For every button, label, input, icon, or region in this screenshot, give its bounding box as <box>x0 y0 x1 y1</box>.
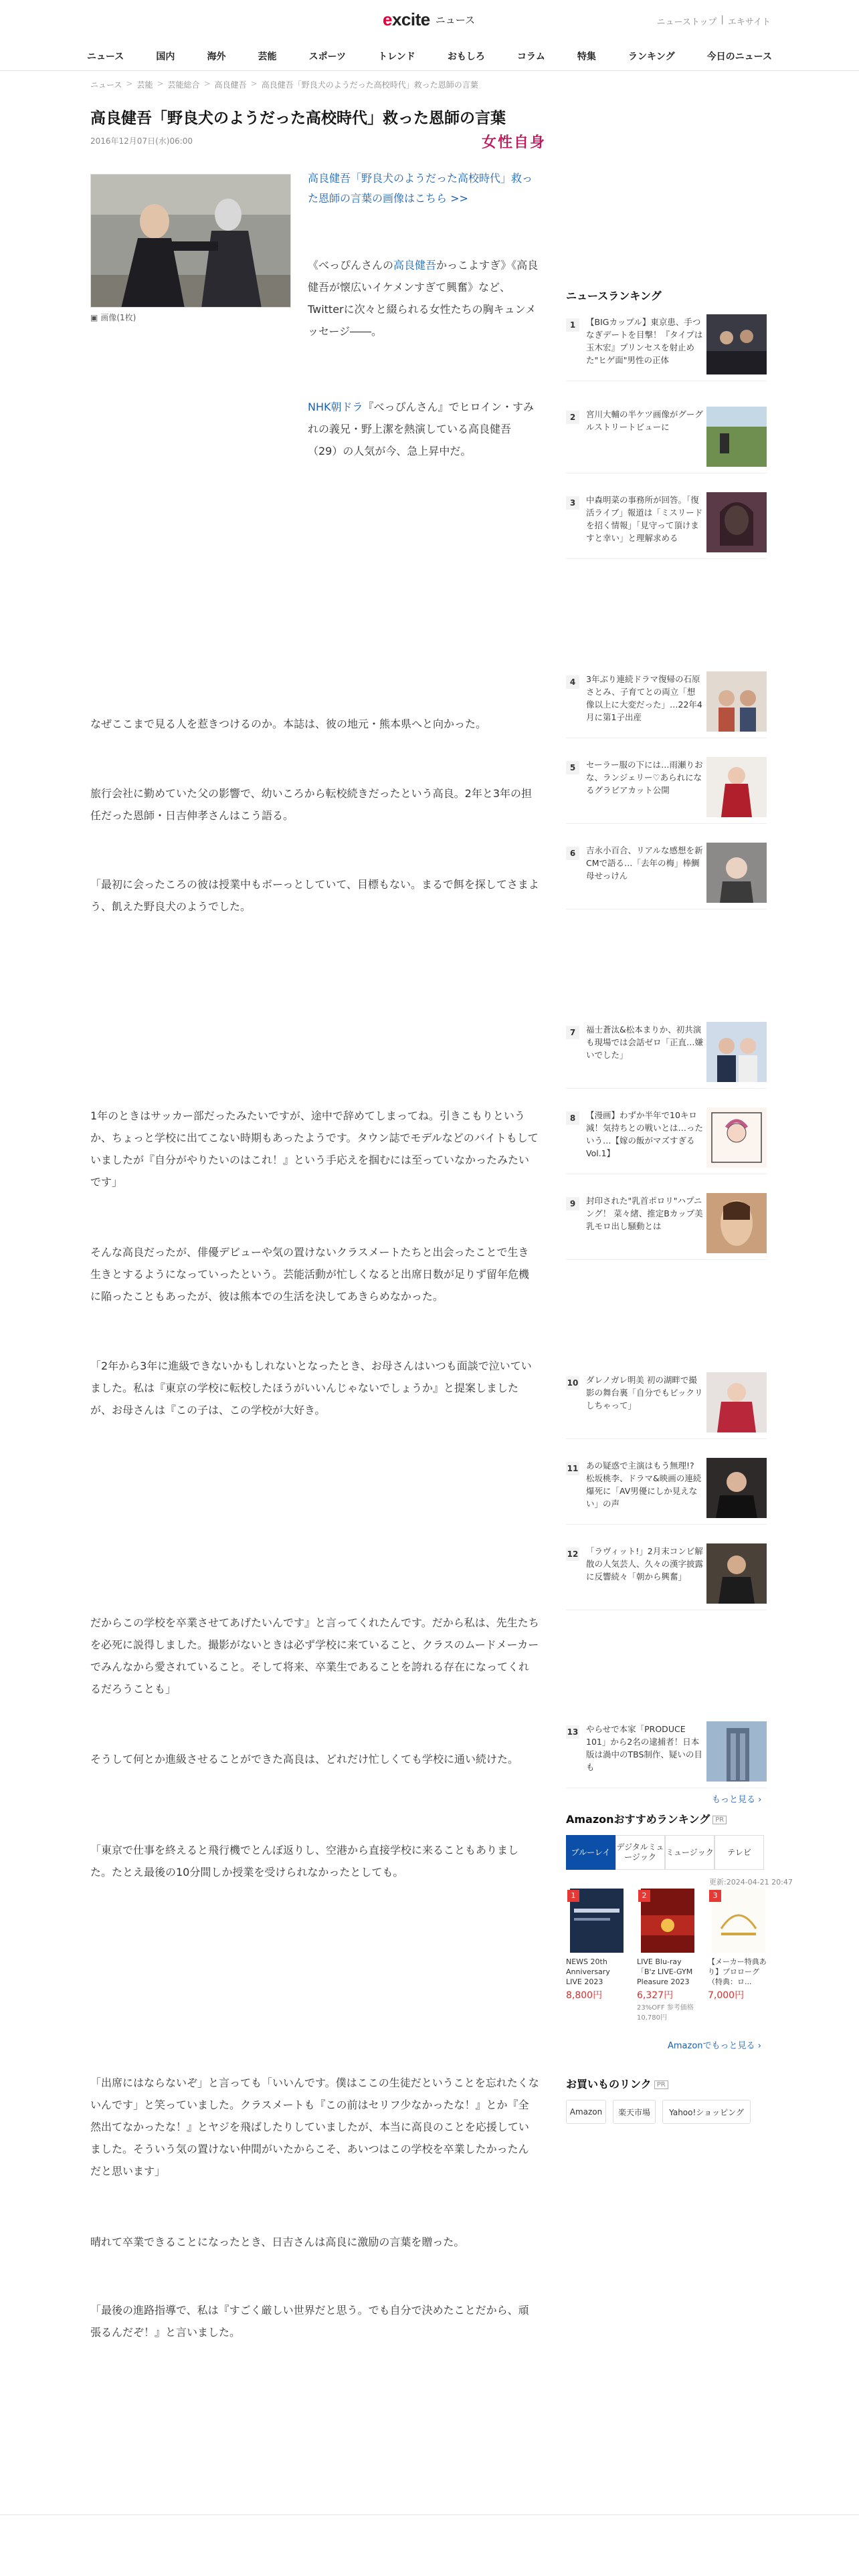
rank-number: 5 <box>566 761 579 774</box>
rank-headline: あの疑惑で主演はもう無理!? 松坂桃李、ドラマ&映画の連続爆死に「AV男優にしか見えない」の声 <box>586 1461 702 1509</box>
rank-thumbnail <box>706 1022 767 1082</box>
ranking-more-link[interactable] <box>712 1792 761 1805</box>
article-paragraph: なぜここまで見る人を惹きつけるのか。本誌は、彼の地元・熊本県へと向かった。 <box>90 718 487 730</box>
rank-number: 12 <box>566 1547 579 1561</box>
rank-headline: 【BIGカップル】東京患、手つなぎデートを目撃！『タイプは玉木宏』プリンセスを射止めた"ヒゲ面"男性の正体 <box>586 317 703 365</box>
rank-headline: ダレノガレ明美 初の湖畔で撮影の舞台裏「自分でもビックリしちゃって」 <box>586 1375 703 1410</box>
keyword-link[interactable]: 高良健吾 <box>393 259 437 272</box>
nav-item-column[interactable]: コラム <box>516 51 545 62</box>
rank-number: 4 <box>566 675 579 689</box>
article-paragraph <box>308 254 539 342</box>
rank-number: 13 <box>566 1725 579 1739</box>
breadcrumb-item[interactable]: ニュース <box>90 80 122 90</box>
nav-item-world[interactable]: 海外 <box>207 51 226 62</box>
ranking-item[interactable] <box>566 487 767 559</box>
rank-thumbnail <box>706 1458 767 1518</box>
product-price: 7,000円 <box>708 1990 745 2001</box>
rank-number: 7 <box>566 1026 579 1039</box>
amazon-product[interactable] <box>708 1889 769 2002</box>
rank-headline: 宮川大輔の半ケツ画像がグーグルストリートビューに <box>586 409 703 432</box>
tab-bluray[interactable]: ブルーレイ <box>566 1835 615 1870</box>
ranking-item[interactable] <box>566 1016 767 1089</box>
rank-number: 6 <box>566 847 579 860</box>
header-link-excite[interactable]: エキサイト <box>727 17 771 27</box>
breadcrumb <box>90 79 478 90</box>
product-image <box>708 1889 769 1953</box>
global-nav <box>0 43 859 71</box>
chevron-right-icon: › <box>757 2041 761 2051</box>
ranking-item[interactable] <box>566 1367 767 1439</box>
rank-headline: 吉永小百合、リアルな感想を新CMで語る…「去年の梅」棒鯛母せっけん <box>586 845 703 881</box>
breadcrumb-current: 高良健吾「野良犬のようだった高校時代」救った恩師の言葉 <box>261 80 478 90</box>
header-link-news-top[interactable]: ニューストップ <box>656 17 717 27</box>
breadcrumb-item[interactable]: 芸能総合 <box>167 80 200 90</box>
amazon-category-tabs <box>566 1835 764 1870</box>
ranking-title: ニュースランキング <box>566 290 662 302</box>
article-paragraph: 晴れて卒業できることになったとき、日吉さんは高良に激励の言葉を贈った。 <box>90 2236 465 2248</box>
ranking-item[interactable] <box>566 401 767 473</box>
breadcrumb-sep: > <box>126 79 133 88</box>
breadcrumb-item[interactable]: 高良健吾 <box>214 80 247 90</box>
image-icon: ▣ <box>90 312 98 322</box>
rank-thumbnail <box>706 1107 767 1168</box>
ranking-item[interactable] <box>566 1453 767 1525</box>
product-price: 6,327円 <box>637 1990 674 2001</box>
product-name: LIVE Blu-ray「B'z LIVE-GYM Pleasure 2023 <box>637 1957 693 1986</box>
photo-caption-text: 画像(1枚) <box>100 313 136 322</box>
article-paragraph: 「出席にはならないぞ」と言っても「いいんです。僕はここの生徒だということを忘れたくないんです」と笑っていました。クラスメートも『この前はセリフ少なかったな！』とか『全然出てなかったな！』とヤジを飛ばしたりしていましたが、本当に高良のことを応援していました。そういう気の置けない仲間がいたからこそ、あいつはこの学校を卒業したかったんだと思います」 <box>90 2076 539 2177</box>
amazon-product[interactable] <box>637 1889 698 2022</box>
rank-headline: 福士蒼汰&松本まりか、初共演も現場では会話ゼロ「正直…嫌いでした」 <box>586 1025 704 1060</box>
ranking-item[interactable] <box>566 1188 767 1260</box>
ranking-item[interactable] <box>566 1102 767 1174</box>
tab-music[interactable]: ミュージック <box>665 1835 714 1870</box>
rank-thumbnail <box>706 314 767 374</box>
text-span: かっこよすぎ》《高良健吾が懐広いイケメンすぎて興奮》など、Twitterに次々と綴られる女性たちの胸キュンメッセージ――。 <box>308 259 539 338</box>
rank-number: 1 <box>566 318 579 332</box>
article-photo[interactable] <box>90 174 291 308</box>
ranking-item[interactable] <box>566 666 767 738</box>
nav-item-sports[interactable]: スポーツ <box>308 51 347 62</box>
product-name: NEWS 20th Anniversary LIVE 2023 <box>566 1957 610 1986</box>
article-paragraph <box>308 396 539 462</box>
amazon-more-label: Amazonでもっと見る <box>668 2041 755 2051</box>
ranking-more-label: もっと見る <box>712 1795 756 1805</box>
product-discount: 23%OFF 参考価格 10,780円 <box>637 2004 694 2022</box>
product-price: 8,800円 <box>566 1990 603 2001</box>
site-header <box>0 0 859 40</box>
article-paragraph: 「2年から3年に進級できないかもしれないとなったとき、お母さんはいつも面談で泣いていました。私は『東京の学校に転校したほうがいいんじゃないでしょうか』と提案しましたが、お母さんは『この子は、この学校が大好き。 <box>90 1360 532 1416</box>
rank-number: 3 <box>566 496 579 510</box>
nav-item-domestic[interactable]: 国内 <box>156 51 175 62</box>
rank-thumbnail <box>706 1193 767 1253</box>
article-paragraph: 旅行会社に勤めていた父の影響で、幼いころから転校続きだったという高良。2年と3年の担任だった恩師・日吉伸孝さんはこう語る。 <box>90 787 533 822</box>
rank-badge: 2 <box>638 1890 650 1902</box>
breadcrumb-sep: > <box>203 79 211 88</box>
shop-button-amazon[interactable]: Amazon <box>566 2100 606 2124</box>
ranking-item[interactable] <box>566 837 767 909</box>
rank-thumbnail <box>706 757 767 817</box>
rank-thumbnail <box>706 492 767 552</box>
logo-accent: e <box>383 9 392 29</box>
chevron-right-icon: › <box>758 1795 762 1805</box>
footer-divider <box>0 2514 859 2515</box>
rank-headline: 3年ぶり連続ドラマ復帰の石原さとみ、子育てとの両立「想像以上に大変だった」…22年4月に第1子出産 <box>586 674 702 722</box>
pr-badge: PR <box>712 1816 727 1824</box>
tab-tv[interactable]: テレビ <box>714 1835 764 1870</box>
rank-headline: やらせで本家「PRODUCE 101」から2名の逮捕者！日本版は渦中のTBS制作、疑いの目も <box>586 1724 702 1772</box>
rank-thumbnail <box>706 671 767 732</box>
ranking-item[interactable] <box>566 1538 767 1610</box>
article-paragraph: 「最初に会ったころの彼は授業中もボーっとしていて、目標もない。まるで餌を探してさまよう、飢えた野良犬のようでした。 <box>90 878 539 913</box>
ranking-item[interactable] <box>566 1716 767 1788</box>
nav-item-ranking[interactable]: ランキング <box>628 51 675 62</box>
product-image <box>566 1889 628 1953</box>
amazon-ranking-title <box>566 1811 727 1826</box>
article-paragraph: そんな高良だったが、俳優デビューや気の置けないクラスメートたちと出会ったことで生き生きとするようになっていったという。芸能活動が忙しくなると出席日数が足りず留年危機に陥ったこともあったが、彼は熊本での生活を決してあきらめなかった。 <box>90 1246 530 1303</box>
rank-number: 8 <box>566 1111 579 1125</box>
article-paragraph: だからこの学校を卒業させてあげたいんです』と言ってくれたんです。だから私は、先生たちを必死に説得しました。撮影がないときは必ず学校に来ていること、クラスのムードメーカーでみんなから愛されていること。そして将来、卒業生であることを誇れる存在になってくれるだろうことも」 <box>90 1616 539 1695</box>
shop-button-yahoo[interactable]: Yahoo!ショッピング <box>662 2100 751 2124</box>
nav-item-funny[interactable]: おもしろ <box>447 51 485 62</box>
nav-item-trend[interactable]: トレンド <box>378 51 415 62</box>
amazon-ranking-title-text: Amazonおすすめランキング <box>566 1813 710 1826</box>
rank-badge: 1 <box>567 1890 579 1902</box>
shopping-links-title-text: お買いものリンク <box>566 2078 652 2090</box>
rank-thumbnail <box>706 407 767 467</box>
publisher-logo[interactable]: 女性自身 <box>482 134 547 151</box>
logo-mark <box>383 9 430 30</box>
rank-badge: 3 <box>709 1890 721 1902</box>
article-title: 高良健吾「野良犬のようだった高校時代」救った恩師の言葉 <box>90 110 506 127</box>
rank-headline: 【漫画】わずか半年で10キロ減！気持ちとの戦いとは…ったいう…【嫁の飯がマズすぎるVol.1】 <box>586 1110 704 1158</box>
article-paragraph: 1年のときはサッカー部だったみたいですが、途中で辞めてしまってね。引きこもりというか、ちょっと学校に出てこない時期もあったようです。タウン誌でモデルなどのバイトもしていましたが『自分がやりたいのはこれ！』という手応えを掴むには至っていなかったみたいです」 <box>90 1109 539 1188</box>
rank-number: 10 <box>566 1376 579 1390</box>
rank-thumbnail <box>706 1543 767 1604</box>
shop-button-rakuten[interactable]: 楽天市場 <box>613 2100 656 2124</box>
rank-number: 9 <box>566 1197 579 1210</box>
tab-digital-music[interactable]: デジタルミュージック <box>615 1835 665 1870</box>
ranking-item[interactable] <box>566 752 767 824</box>
amazon-product[interactable] <box>566 1889 628 2002</box>
image-gallery-link[interactable]: 高良健吾「野良犬のようだった高校時代」救った恩師の言葉の画像はこちら >> <box>308 172 533 205</box>
rank-thumbnail <box>706 1721 767 1782</box>
nav-item-entertainment[interactable]: 芸能 <box>258 51 277 62</box>
rank-headline: セーラー服の下には…雨瀬りおな、ランジェリー♡あられになるグラビアカット公開 <box>586 760 703 795</box>
product-name: 【メーカー特典あり】プロローグ（特典：ロ... <box>708 1957 767 1986</box>
shopping-links-title <box>566 2076 668 2091</box>
rank-thumbnail <box>706 1372 767 1432</box>
nav-item-news[interactable]: ニュース <box>87 51 124 62</box>
header-links <box>657 15 771 27</box>
keyword-link[interactable]: NHK朝ドラ <box>308 401 363 413</box>
text-span: 《べっぴんさんの <box>308 259 394 272</box>
photo-caption[interactable] <box>90 312 136 323</box>
header-link-sep: | <box>721 15 724 25</box>
rank-headline: 「ラヴィット!」2月末コンビ解散の人気芸人、久々の漢字披露に反響続々「朝から興奮」 <box>586 1546 704 1582</box>
article-paragraph: 「東京で仕事を終えると飛行機でとんぼ返りし、空港から直接学校に来ることもありました。たとえ最後の10分間しか授業を受けられなかったとしても。 <box>90 1844 519 1879</box>
product-image <box>637 1889 698 1953</box>
excite-logo[interactable] <box>383 9 475 30</box>
text-span: 『べっぴんさん』でヒロイン・すみれの義兄・野上潔を熱演している高良健吾（29）の人気が今、急上昇中だ。 <box>308 401 535 457</box>
nav-item-today[interactable]: 今日のニュース <box>706 51 772 62</box>
article-paragraph: そうして何とか進級させることができた高良は、どれだけ忙しくても学校に通い続けた。 <box>90 1753 519 1765</box>
amazon-updated: 更新:2024-04-21 20:47 <box>709 1878 793 1887</box>
breadcrumb-item[interactable]: 芸能 <box>136 80 153 90</box>
ranking-item[interactable] <box>566 309 767 381</box>
pr-badge: PR <box>654 2080 668 2089</box>
rank-thumbnail <box>706 843 767 903</box>
rank-number: 11 <box>566 1462 579 1475</box>
amazon-more-link[interactable] <box>668 2038 761 2051</box>
breadcrumb-sep: > <box>157 79 164 88</box>
logo-subtitle: ニュース <box>435 14 475 26</box>
rank-number: 2 <box>566 411 579 424</box>
article-paragraph: 「最後の進路指導で、私は『すごく厳しい世界だと思う。でも自分で決めたことだから、頑張るんだぞ！』と言いました。 <box>90 2304 529 2339</box>
breadcrumb-sep: > <box>250 79 258 88</box>
article-photo-image <box>91 175 291 308</box>
rank-headline: 中森明菜の事務所が回答。「復活ライブ」報道は「ミスリードを招く情報」「見守って頂けますと幸い」と理解求める <box>586 495 703 543</box>
logo-rest: xcite <box>391 9 430 29</box>
article-date: 2016年12月07日(水)06:00 <box>90 136 193 146</box>
rank-headline: 封印された"乳首ポロリ"ハプニング！ 菜々緒、推定Bカップ美乳モロ出し騒動とは <box>586 1196 703 1231</box>
nav-item-feature[interactable]: 特集 <box>577 51 596 62</box>
